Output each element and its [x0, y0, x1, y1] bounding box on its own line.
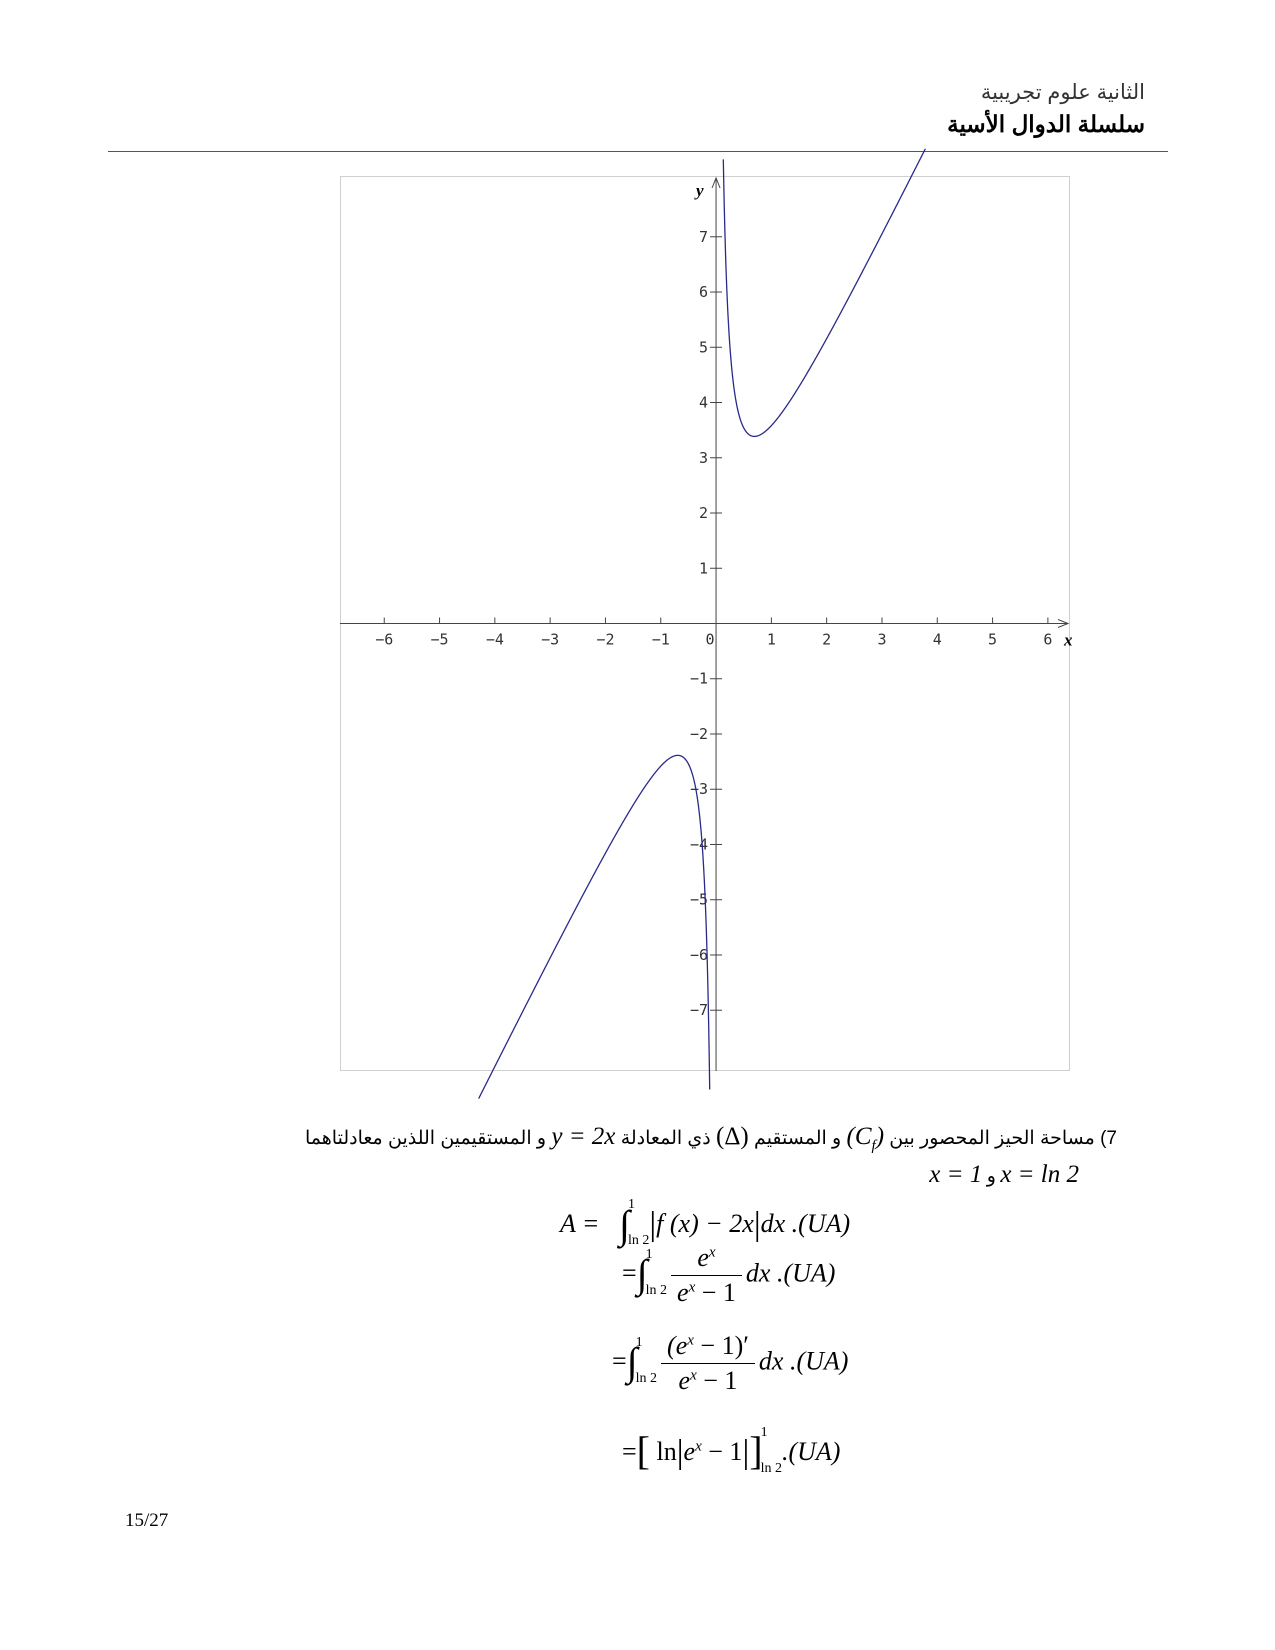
eq-sign-3: =	[612, 1346, 627, 1376]
page-number: 15/27	[125, 1510, 169, 1531]
eval-limits	[760, 1425, 782, 1477]
y-tick-label: −2	[689, 724, 709, 743]
l2-num-exp: x	[708, 1244, 716, 1261]
header-subtitle: الثانية علوم تجريبية	[980, 81, 1145, 104]
y-tick-label: −1	[689, 669, 709, 688]
l1-f: f	[656, 1209, 664, 1238]
y-tick-label: 1	[699, 559, 709, 578]
x-tick-label: 2	[822, 630, 832, 649]
l1-dx: dx .(UA)	[760, 1209, 851, 1238]
abs-open: |	[676, 1434, 684, 1471]
integral-limits	[635, 1334, 658, 1386]
y-tick-label: −4	[689, 835, 709, 854]
x-tick-label: 0	[705, 630, 715, 649]
l3-den-tail: − 1	[696, 1366, 738, 1395]
x-tick-label: 3	[877, 630, 887, 649]
eq-sign-4: =	[622, 1437, 637, 1466]
eq-sign-2: =	[622, 1258, 637, 1288]
fraction-2	[671, 1243, 742, 1308]
y-axis-label: y	[696, 181, 704, 200]
line-x1: x = 1	[929, 1161, 983, 1188]
curve-symbol-close: )	[875, 1123, 885, 1150]
y-tick-label: 7	[699, 227, 709, 246]
lower-limit: ln 2	[645, 1282, 668, 1298]
fraction-3	[661, 1331, 755, 1396]
equation-line-2	[622, 1243, 835, 1308]
x-tick-label: −5	[430, 630, 449, 649]
y-tick-label: −7	[689, 1001, 709, 1020]
l2-den-tail: − 1	[695, 1278, 736, 1307]
l3-den-exp: x	[690, 1367, 697, 1384]
delta-symbol: (Δ)	[716, 1123, 749, 1150]
curve-symbol	[846, 1123, 885, 1154]
abs-close: |	[753, 1206, 761, 1243]
l3-num-open: (e	[667, 1331, 688, 1360]
question-text-3: ذي المعادلة	[620, 1128, 711, 1149]
curve-symbol-sub: f	[871, 1138, 876, 1154]
x-tick-label: 1	[766, 630, 776, 649]
l2-dx: dx .(UA)	[745, 1258, 836, 1288]
y-tick-label: −6	[689, 945, 709, 964]
question-text-1: مساحة الحيز المحصور بين	[889, 1128, 1095, 1149]
l3-num-exp: x	[687, 1332, 694, 1349]
abs-open: |	[649, 1206, 657, 1243]
equation-line-3	[612, 1331, 848, 1396]
x-tick-label: −3	[541, 630, 560, 649]
equation-line-4	[622, 1423, 841, 1477]
x-tick-label: 4	[932, 630, 942, 649]
integral-limits	[645, 1246, 668, 1298]
x-tick-label: −2	[596, 630, 615, 649]
x-axis-label: x	[1064, 630, 1073, 650]
area-lhs: A =	[560, 1209, 600, 1238]
l3-dx: dx .(UA)	[758, 1346, 849, 1376]
bounding-lines	[929, 1161, 1079, 1189]
lower-limit: ln 2	[635, 1370, 658, 1386]
integral-sign: ∫	[618, 1202, 630, 1247]
y-tick-label: −3	[689, 780, 709, 799]
l4-e: e	[683, 1437, 696, 1466]
l3-num-close: − 1)′	[693, 1331, 749, 1360]
equation-line-1	[560, 1195, 851, 1249]
upper-limit: 1	[760, 1425, 768, 1441]
y-tick-label: 5	[699, 338, 709, 357]
x-tick-label: 6	[1043, 630, 1053, 649]
x-tick-label: −4	[485, 630, 504, 649]
l4-ln: ln	[656, 1437, 677, 1466]
x-tick-label: −6	[375, 630, 394, 649]
page-header	[947, 78, 1145, 140]
y-tick-label: 6	[699, 283, 709, 302]
question-7	[305, 1123, 1117, 1155]
l3-den: e	[678, 1366, 691, 1395]
curve-symbol-c: (C	[846, 1123, 872, 1150]
line-x2: x = ln 2	[1000, 1161, 1079, 1188]
upper-limit: 1	[627, 1197, 635, 1213]
lower-limit: ln 2	[627, 1233, 650, 1249]
question-number: 7)	[1100, 1128, 1117, 1149]
line-equation: y = 2x	[551, 1123, 616, 1150]
and-word: و	[986, 1166, 996, 1187]
bracket-close: ]	[749, 1428, 763, 1473]
integral-sign: ∫	[626, 1339, 638, 1385]
header-title: سلسلة الدوال الأسية	[947, 111, 1145, 137]
x-tick-label: −1	[651, 630, 670, 649]
y-tick-label: −5	[689, 890, 709, 909]
l2-den: e	[677, 1278, 689, 1307]
l1-body: (x) − 2x	[669, 1209, 754, 1238]
l4-unit: .(UA)	[781, 1437, 841, 1466]
upper-limit: 1	[635, 1334, 643, 1350]
integral-sign: ∫	[636, 1251, 648, 1297]
abs-close: |	[742, 1434, 750, 1471]
x-tick-label: 5	[988, 630, 998, 649]
y-tick-label: 4	[699, 393, 709, 412]
l2-num: e	[697, 1243, 709, 1272]
question-text-4: و المستقيمين اللذين معادلتاهما	[305, 1128, 547, 1149]
y-tick-label: 3	[699, 448, 709, 467]
integral-limits	[627, 1197, 650, 1249]
y-tick-label: 2	[699, 504, 709, 523]
question-text-2: و المستقيم	[754, 1128, 842, 1149]
header-divider	[108, 151, 1168, 152]
l4-tail: − 1	[701, 1437, 743, 1466]
l2-den-exp: x	[688, 1279, 696, 1296]
l4-exp: x	[695, 1438, 702, 1455]
upper-limit: 1	[645, 1246, 653, 1262]
bracket-open: [	[636, 1428, 650, 1473]
lower-limit: ln 2	[760, 1461, 782, 1477]
function-graph	[340, 176, 1073, 1071]
